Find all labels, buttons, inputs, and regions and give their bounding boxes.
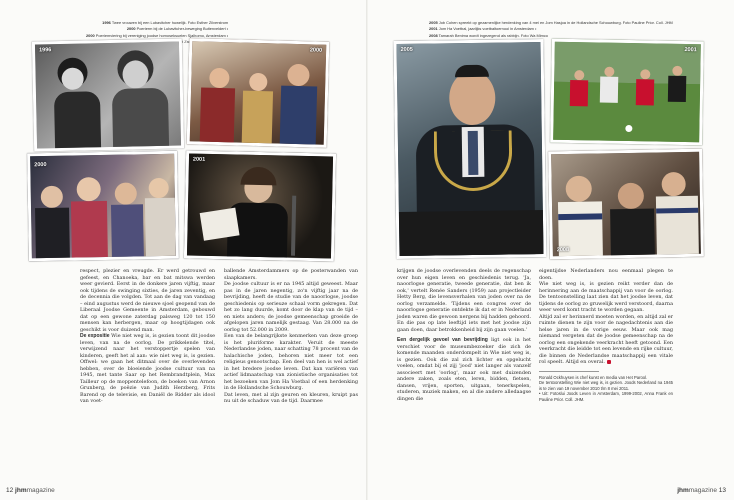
paragraph: ballende Amsterdammers op de posterwanden van slaapkamers.	[224, 268, 358, 281]
subheading: Een dergelijk gevoel van bevrijding	[397, 337, 488, 343]
photo-year-label: 2008	[556, 247, 570, 254]
photo-year-label: 2000	[34, 161, 47, 169]
paragraph: eigentijdse Nederlanders nou eenmaal plegen te doen.	[539, 268, 673, 281]
caption-line: 2001 Jom Ha Voetbal, jaarlijks voetbaltoernooi in Amsterdam •	[429, 26, 537, 32]
page-number: 13	[718, 487, 726, 494]
footer-right	[677, 487, 726, 494]
paragraph: krijgen de joodse overlevenden deels de regenschap over hun eigen leven en geschiedenis terug. 'Ja, naoorlogse generatie, tweede generatie, dat ben ik ook,' vertelt Renée Sanders (1959) aan projectleider Hetty Berg, die levensverhalen van joden over na de oorlog verzamelde. 'Tijdens een congres over de naoorlogse generatie ontdekte ik dat er in Nederland joden waren die gewoon nergens bij hadden gehoord. En die pas op late leeftijd iets met het joodse zijn gaan doen, daar betrokkenheid bij zijn gaan voelen.'	[397, 268, 531, 333]
photo-year-label: 2000	[309, 47, 323, 54]
photo-women-wedding	[32, 38, 184, 151]
paragraph: De expositie Wie niet weg is, is gezien toont dit joodse leven, van na de oorlog. De prikkelende titel, verwijzend naar het verstoppertje spelen van kinderen, geeft het al aan: wie niet weg is, is gezien. Offwel: we gaan het ditmaal over de overlevenden hebben, over de bloeiende joodse cultuur van na 1945, met tante Saar op het Rembrandtplein, Max Tailleur op de moppentelefoon, de boeken van Arnon Grunberg, de poëzie van Judith Herzberg, Frits Barend op de televisie, en Daniël de Ridder als idool van voet-	[80, 333, 215, 404]
caption-line: 2005 Job Cohen spreekt op gezamenlijke herdenking van 4 mei en Jom Hasjoa in de Hollandsche Schouwburg. Foto Pauline Prior. Coll. JHM	[429, 20, 673, 25]
caption-line: 2008 Tamarah Benima wordt ingezegend als rabbijn. Foto Wa Mimco	[429, 32, 548, 38]
credit-line: Ronald Ockhuysen is chef kunst en media van Het Parool.	[539, 374, 648, 380]
photo-jom-ha-voetbal	[550, 39, 704, 146]
subheading: De expositie	[80, 333, 110, 339]
article-column-1	[80, 268, 215, 405]
credit-line: De tentoonstelling Wie niet weg is, is gezien. Joods Nederland na 1945 is te zien van 19 november 2010 t/m 8 mei 2011.	[539, 380, 673, 391]
article-column-4	[539, 268, 673, 402]
article-column-2	[224, 268, 358, 405]
paragraph: Een van de belangrijkste kenmerken van deze groep is het pluriforme karakter. Veruit de meeste Nederlandse joden, naar schatting 78 procent van de halachische joden, behoren niet meer tot een religieus genootschap. Een deel van hen is wel actief in het bredere joodse leven. Dat kan variëren van actief lidmaatschap van zionistische organisaties tot het bezoeken van Jom Ha Voetbal of een herdenking in de Hollandsche Schouwburg.	[224, 333, 358, 391]
photo-year-label: 1996	[38, 47, 52, 54]
paragraph: respect, plezier en vreugde. Er werd getrouwd en gefeest, en Chanoeka, bar en bat mitswa werden weer gevierd. Eerst in de donkere jaren vijftig, maar ook tijdens de swinging sixties, de jaren zeventig, en de decennia die volgden. Tot aan de dag van vandaag – eind augustus werd de nieuwe sjoel geopend van de Liberaal Joodse Gemeente in Amsterdam, gebouwd dat op een gewone zaterdag palsweg 120 tot 150 mensen kan herbergen, maar op hoogtijdagen ook geschikt is voor duizend man.	[80, 268, 215, 333]
article-credit	[539, 371, 673, 403]
photo-year-label: 2001	[684, 46, 697, 54]
article-column-3	[397, 268, 531, 402]
paragraph: De joodse cultuur is er na 1945 altijd geweest. Maar pas in de jaren negentig, zo'n vijftig jaar na de bevrijding, heeft de studie van de naoorlogse, joodse geschiedenis op serieuze schaal vorm gekregen. Dat het zo lang duurde, komt door de klap van de tijd – en niets anders; de joodse gemeenschap groeide de afgelopen jaren namelijk gestaag. Van 28.000 na de oorlog tot 52.000 in 2009.	[224, 281, 358, 333]
right-page	[367, 0, 734, 500]
caption-line: 2000 Poeriemviering bij vereniging joodse homoseksuelen Sjalhomo, Amsterdam •	[86, 32, 229, 38]
photo-year-label: 2005	[400, 46, 413, 53]
credit-line: • Uit: Fotoslui Joods Leven in Amsterdam, 1999-2002, Anna Frank en Pauline Prior. Coll. JHM.	[539, 391, 673, 402]
paragraph: Altijd zal er herinnerd moeten worden, en altijd zal er ruimte dienen te zijn voor de nagedachtenis aan die helse jaren in de vorige eeuw. Maar ook mag niemand vergeten dat de joodse gemeenschap na de oorlog een ongekende veerkracht heeft getoond. Een veerkracht die leidde tot een levende en rijke cultuur, die binnen de Nederlandse maatschappij een vitale rol speelt. Altijd en overal.	[539, 313, 673, 365]
photo-year-label: 2001	[192, 156, 206, 163]
magazine-brand: jhmmagazine	[15, 487, 55, 494]
end-mark-icon	[607, 360, 611, 364]
footer-left	[6, 487, 55, 494]
page-number: 12	[6, 487, 14, 494]
photo-poerim-sjalhomo	[27, 151, 179, 262]
photo-grunberg-reading	[184, 150, 336, 261]
magazine-brand: jhmmagazine	[677, 487, 717, 494]
paragraph: Dat leven, met al zijn geuren en kleuren, kruipt pas nu uit de schaduw van de tijd. Daarmee	[224, 391, 358, 404]
caption-line: 2000 Poerierm bij de Lubavitcher-beweging Buitenveldert •	[126, 26, 229, 32]
photo-rabbi-ordination	[548, 149, 704, 260]
caption-line: 1996 Twee vrouwen bij een Lubavitcher huwelijk. Foto Esther Zilverstrom	[102, 20, 229, 25]
photo-poerim-lubavitch	[187, 38, 330, 148]
photo-job-cohen	[393, 39, 546, 259]
paragraph: Een dergelijk gevoel van bevrijding ligt ook in het verschiet voor de museumbezoeker die zich de komende maanden onderdompelt in Wie niet weg is, is gezien. Ook die zal zich lichter en opgelucht voelen, omdat bij el zijj 'jood' niet langer als vanzelf associeert met 'oorlog', maar ook met duizenden andere zaken, zoals eten, leren, bidden, fietsen, dansen, vrijen, sporten, uitgaan, tenerkspelen, studeren, muziek maken, en al die andere alledaagse dingen die	[397, 337, 531, 402]
photo-captions-right	[429, 20, 673, 39]
credit-divider	[539, 371, 599, 372]
paragraph: Wie niet weg is, is gezien reikt verder dan de herinnering aan de maatschappij van voor de oorlog. De tentoonstelling laat zien dat het joodse leven, dat tijdens de oorlog zo gruwelijk werd verstoord, daarna weer werd komt tracht te worden gegaan.	[539, 281, 673, 313]
